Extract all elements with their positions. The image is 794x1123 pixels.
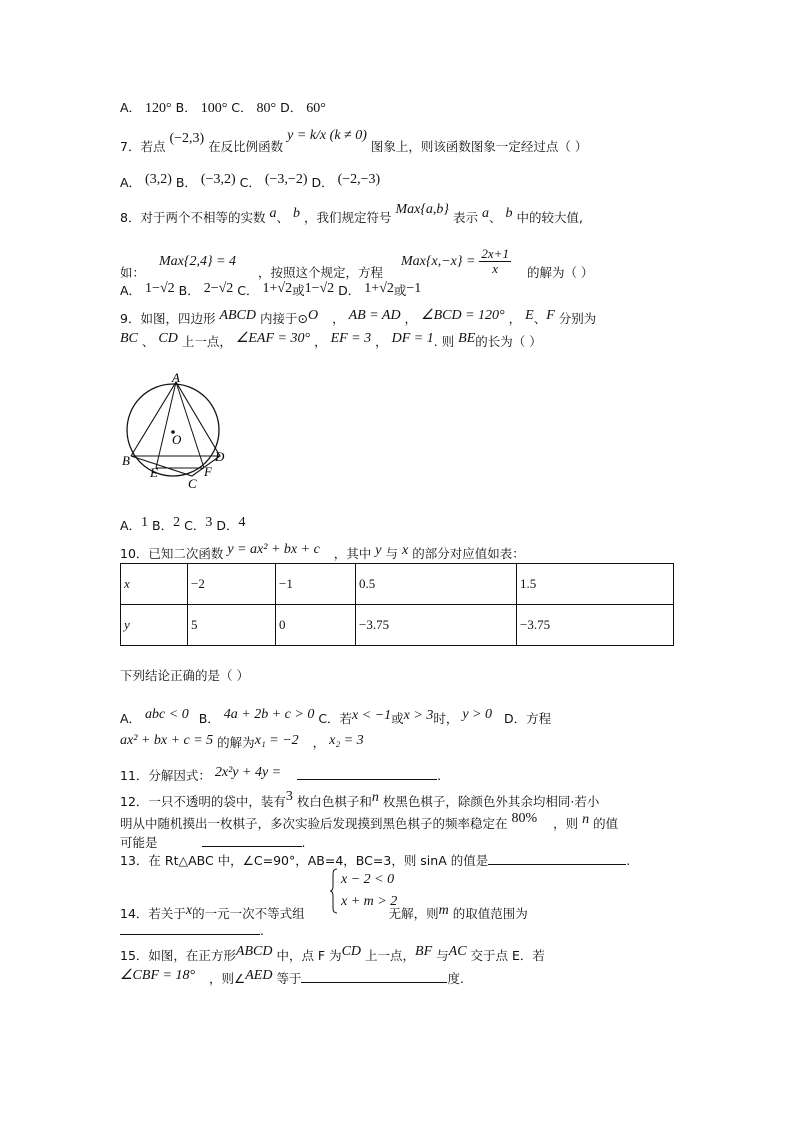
option-a-value: 1−√2 [145,281,175,296]
label-f: F [204,464,212,479]
question-number: 7． [120,139,141,154]
q10-text-4: 的部分对应值如表： [412,546,525,561]
table-cell: 0.5 [356,564,517,605]
q12-text-1: 12．一只不透明的袋中，装有 [120,794,286,809]
option-d-value: 4 [238,515,246,530]
period: . [301,835,306,850]
q7-text-1: 若点 [140,139,166,154]
option-d-label: D． [311,175,334,190]
q15-line-2 [120,970,464,988]
q12-text-7: 可能是 [120,835,158,850]
q13 [120,852,630,869]
q7-stem [120,128,588,156]
table-cell: −2 [188,564,276,605]
fraction-numerator: 2x+1 [481,246,509,261]
option-a-value: (3,2) [145,172,172,187]
q15-text-3: 上一点， [365,948,416,963]
option-a-value: abc < 0 [145,707,189,722]
var-b: b [292,206,300,221]
q9-text-1: 9．如图，四边形 [120,311,216,326]
q14-text-4: 的取值范围为 [452,906,528,921]
q12-line-2 [120,811,619,833]
var-a: a [482,206,489,221]
q15-text-5: 交于点 E．若 [470,948,545,963]
q6-options [120,100,326,117]
q12-line-3 [120,834,305,851]
comma: ， [314,334,327,349]
option-b-value: 2−√2 [203,281,234,296]
q9-text-6: 的长为（ ） [475,334,542,349]
q15-line-1 [120,944,545,965]
option-c-value-2: 1−√2 [304,281,335,296]
q9-options [120,515,246,535]
option-b-label: B． [152,518,174,533]
table-row [121,605,674,646]
option-b-label: B． [175,100,197,115]
q14-line-1 [120,903,528,923]
segment-af [176,382,204,468]
angle-aed: AED [245,968,273,983]
period: . [437,768,442,783]
table-cell: −3.75 [356,605,517,646]
q11-text: 11．分解因式： [120,768,211,783]
separator: 、 [489,210,502,225]
label-o: O [172,432,182,447]
q12-text-4: 明从中随机摸出一枚棋子，多次实验后发现摸到黑色棋子的频率稳定在 [120,816,508,831]
c-result: y > 0 [462,707,493,722]
label-a: A [172,370,180,385]
q7-options [120,172,381,192]
option-a-label: A． [120,711,142,726]
solution-x2: x₂ = 3 [329,733,364,748]
q8-text-3: 表示 [453,210,479,225]
q13-text: 13．在 Rt△ABC 中，∠C=90°，AB=4，BC=3，则 sinA 的值是 [120,853,489,868]
separator: 、 [276,210,289,225]
label-e: E [150,465,158,480]
q9-text-3: 分别为 [558,311,597,326]
q9-text-4: 上一点， [181,334,232,349]
option-d-value-1: 1+√2 [364,281,394,296]
q14-line-2 [120,922,264,939]
q7-text-3: 图象上，则该函数图象一定经过点（ ） [370,139,588,154]
q15-text-4: 与 [436,948,449,963]
label-d: D [215,449,225,464]
q10-text-3: 与 [385,546,398,561]
angle-bcd: ∠BCD = 120° [421,308,505,323]
solution-word: 的解为 [217,735,255,750]
q10-function: y = ax² + bx + c [227,542,320,557]
option-b-value: 2 [173,515,181,530]
frequency-percent: 80% [511,811,538,826]
answer-blank[interactable] [301,970,447,983]
table-cell: 1.5 [517,564,674,605]
option-d-label: D． [280,100,303,115]
var-n: n [582,812,590,827]
equation-fraction [479,247,511,276]
period: . [626,853,631,868]
table-cell: 0 [276,605,356,646]
option-d-label: D． [216,518,239,533]
segment-bc: BC [120,331,138,346]
option-a-value: 120° [145,101,172,116]
option-c-label: C．若 [318,711,353,726]
segment-bf: BF [415,944,433,959]
q9-text-5: . 则 [433,334,455,349]
value-table [120,563,674,646]
option-d-value: 60° [306,101,326,116]
q14-text-3: 无解，则 [388,906,439,921]
option-c-value-1: 1+√2 [262,281,293,296]
q8-text-4: 中的较大值, [516,210,583,225]
option-d-label: D． [338,283,361,298]
label-c: C [188,476,197,491]
equation-left: Max{x,−x} = [401,254,476,269]
comma: ， [375,334,388,349]
q9-text-2: 内接于⊙ [260,311,308,326]
option-c-label: C． [231,100,253,115]
q8-options [120,283,421,300]
segment-ac: AC [448,944,467,959]
var-b: b [505,206,513,221]
solution-x1: x₁ = −2 [254,733,299,748]
comma: ， [332,311,345,326]
q7-point: (−2,3) [169,131,205,146]
comma: ， [508,311,522,326]
option-a-label: A． [120,283,142,298]
q10-options-line-2 [120,735,364,752]
option-c-label: C． [237,283,259,298]
option-c-label: C． [184,518,206,533]
option-b-label: B． [175,175,197,190]
option-a-value: 1 [141,515,149,530]
q8-text-2: ，我们规定符号 [303,210,392,225]
option-c-value: (−3,−2) [264,172,308,187]
ab-equals-ad: AB = AD [348,308,401,323]
separator: 、 [141,334,155,349]
option-b-value: 4a + 2b + c > 0 [223,707,315,722]
c-condition-2: x > 3 [403,708,434,723]
option-b-value: 100° [200,101,228,116]
circle-o: O [307,308,319,323]
comma: ， [404,311,418,326]
segment-ae [156,382,176,468]
df-equals-1: DF = 1 [391,331,434,346]
q10-prompt: 下列结论正确的是（ ） [120,668,249,683]
q12-text-3: 枚黑色棋子，除颜色外其余均相同·若小 [382,794,600,809]
option-b-label: B． [178,283,200,298]
point-e: E [525,308,534,323]
or-word: 或 [292,283,305,298]
answer-blank[interactable] [120,922,260,935]
q9-circle-figure [118,370,238,492]
q8-text-7: 的解为（ ） [526,265,594,280]
option-b-label: B． [198,711,220,726]
q15-text-6: ，则∠ [209,971,246,986]
var-x: x [185,903,193,918]
inequality-1: x − 2 < 0 [341,872,395,887]
d-equation: ax² + bx + c = 5 [120,733,214,748]
answer-blank[interactable] [202,834,302,847]
c-condition-1: x < −1 [352,708,392,723]
white-count: 3 [285,789,293,804]
square-abcd: ABCD [235,944,273,959]
table-cell: x [121,564,188,605]
max-symbol: Max{a,b} [395,202,450,217]
segment-be: BE [458,331,476,346]
q12-text-6: 的值 [593,816,619,831]
segment-cd: CD [158,331,178,346]
q15-text-1: 15．如图，在正方形 [120,948,236,963]
q14-text-2: 的一元一次不等式组 [192,906,305,921]
q15-text-2: 中，点 F 为 [276,948,342,963]
max-example: Max{2,4} = 4 [159,254,237,269]
option-c-value: 3 [205,515,213,530]
option-c-value: 80° [256,101,277,116]
comma: ， [312,735,326,750]
q8-stem-line-1 [120,202,583,227]
q11 [120,767,441,785]
table-cell: −1 [276,564,356,605]
q10-text-1: 10．已知二次函数 [120,546,224,561]
q10-options-line-1 [120,707,552,728]
var-x: x [401,543,409,558]
q15-text-7: 等于 [276,971,302,986]
angle-eaf: ∠EAF = 30° [235,331,311,346]
q12-line-1 [120,789,600,811]
q12-text-2: 枚白色棋子和 [296,794,372,809]
option-d-value: (−2,−3) [337,172,381,187]
segment-cd: CD [341,944,362,959]
ef-equals-3: EF = 3 [330,331,372,346]
option-d-value-2: −1 [406,281,422,296]
or-word: 或 [393,283,407,298]
q7-text-2: 在反比例函数 [208,139,284,154]
q11-expression: 2x²y + 4y = [214,765,282,780]
q7-function: y = k/x (k ≠ 0) [287,128,367,143]
option-a-label: A． [120,100,142,115]
var-m: m [438,903,449,918]
answer-blank[interactable] [488,852,626,865]
q10-stem [120,542,525,563]
table-cell: y [121,605,188,646]
period: . [260,923,264,938]
point-f: F [546,308,555,323]
q9-stem-line-2 [120,331,542,351]
table-row [121,564,674,605]
q12-text-5: ，则 [553,816,579,831]
table-cell: −3.75 [517,605,674,646]
fraction-denominator: x [492,261,499,276]
option-a-label: A． [120,175,142,190]
option-a-label: A． [120,518,142,533]
label-b: B [122,453,130,468]
quad-abcd: ABCD [219,308,257,323]
option-b-value: (−3,2) [200,172,236,187]
q8-text-1: 8．对于两个不相等的实数 [120,210,266,225]
q10-text-2: ，其中 [333,546,372,561]
q8-text-6: ，按照这个规定，方程 [258,265,384,280]
q9-stem-line-1 [120,308,597,328]
circumcircle [127,384,219,476]
table-cell: 5 [188,605,276,646]
inequality-2: x + m > 2 [341,894,398,909]
separator: 、 [533,311,547,326]
angle-cbf: ∠CBF = 18° [120,968,196,983]
var-y: y [375,543,382,558]
or-word: 或 [391,711,404,726]
q15-text-8: 度. [447,971,464,986]
option-d-label: D．方程 [504,711,552,726]
var-n: n [371,790,379,805]
option-c-label: C． [239,175,261,190]
q14-text-1: 14．若关于 [120,906,186,921]
when-word: 时， [433,711,459,726]
answer-blank[interactable] [297,767,437,780]
var-a: a [269,206,277,221]
q8-text-5: 如： [120,265,146,280]
